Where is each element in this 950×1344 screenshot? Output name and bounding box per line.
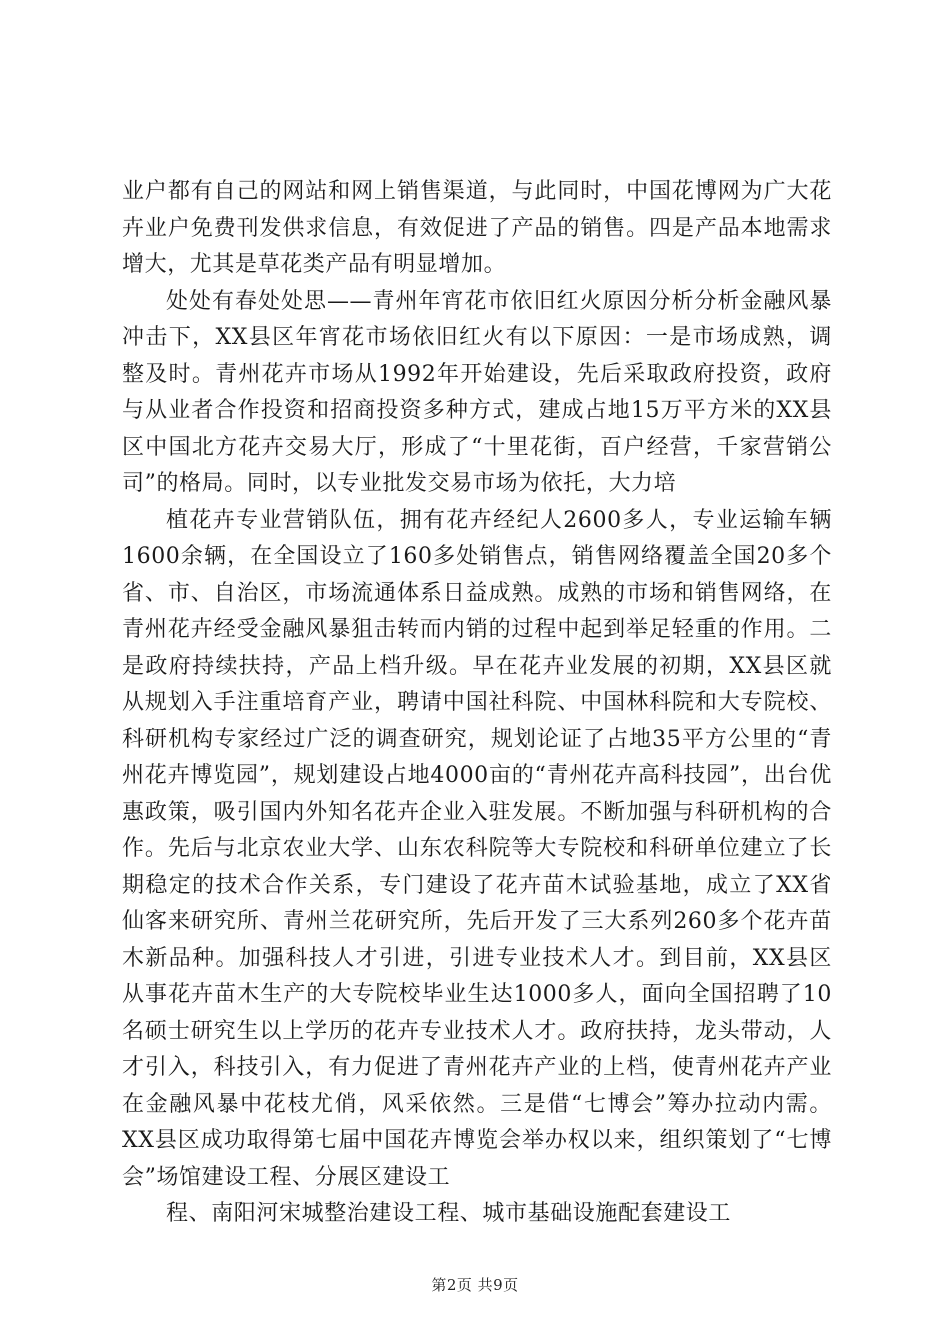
paragraph-1: 业户都有自己的网站和网上销售渠道，与此同时，中国花博网为广大花卉业户免费刊发供求信息，有效促进了产品的销售。四是产品本地需求增大，尤其是草花类产品有明显增加。 [122,179,832,277]
paragraph-3: 植花卉专业营销队伍，拥有花卉经纪人2600多人，专业运输车辆1600余辆，在全国设立了160多处销售点，销售网络覆盖全国20多个省、市、自治区，市场流通体系日益成熟。成熟的市场和销售网络，在青州花卉经受金融风暴狙击转而内销的过程中起到举足轻重的作用。二是政府持续扶持，产品上档升级。早在花卉业发展的初期，XX县区就从规划入手注重培育产业，聘请中国社科院、中国林科院和大专院校、科研机构专家经过广泛的调查研究，规划论证了占地35平方公里的“青州花卉博览园”，规划建设占地4000亩的“青州花卉高科技园”，出台优惠政策，吸引国内外知名花卉企业入驻发展。不断加强与科研机构的合作。先后与北京农业大学、山东农科院等大专院校和科研单位建立了长期稳定的技术合作关系，专门建设了花卉苗木试验基地，成立了XX省仙客来研究所、青州兰花研究所，先后开发了三大系列260多个花卉苗木新品种。加强科技人才引进，引进专业技术人才。到目前，XX县区从事花卉苗木生产的大专院校毕业生达1000多人，面向全国招聘了10名硕士研究生以上学历的花卉专业技术人才。政府扶持，龙头带动，人才引入，科技引入，有力促进了青州花卉产业的上档，使青州花卉产业在金融风暴中花枝尤俏，风采依然。三是借“七博会”筹办拉动内需。XX县区成功取得第七届中国花卉博览会举办权以来，组织策划了“七博会”场馆建设工程、分展区建设工 [122,507,832,1190]
document-body [122,174,832,1233]
page-footer: 第2页 共9页 [431,1276,519,1294]
paragraph-2: 处处有春处处思——青州年宵花市依旧红火原因分析分析金融风暴冲击下，XX县区年宵花市场依旧红火有以下原因：一是市场成熟，调整及时。青州花卉市场从1992年开始建设，先后采取政府投资，政府与从业者合作投资和招商投资多种方式，建成占地15万平方米的XX县区中国北方花卉交易大厅，形成了“十里花街，百户经营，千家营销公司”的格局。同时，以专业批发交易市场为依托，大力培 [122,288,832,496]
paragraph-4: 程、南阳河宋城整治建设工程、城市基础设施配套建设工 [166,1201,732,1226]
